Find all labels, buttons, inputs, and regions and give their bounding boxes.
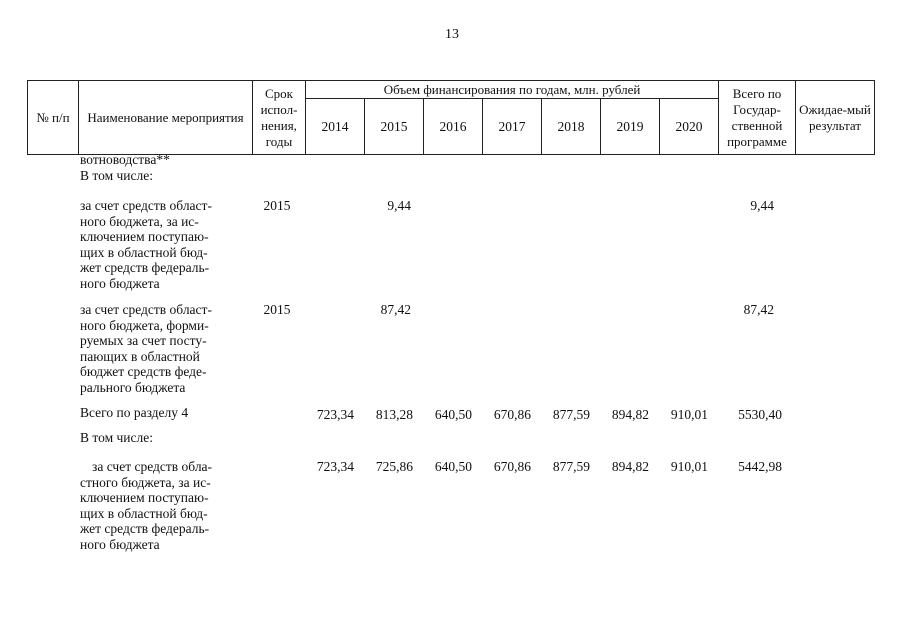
value-2014: 723,34	[316, 459, 354, 474]
value-2015: 813,28	[375, 407, 413, 422]
value-2018: 877,59	[552, 407, 590, 422]
value-total: 9,44	[750, 198, 774, 213]
row-subheading: В том числе:	[80, 430, 153, 445]
header-year: 2015	[365, 99, 424, 155]
value-2018: 877,59	[552, 459, 590, 474]
row-name-section-total: Всего по разделу 4	[80, 405, 189, 420]
row-name: за счет средств обла-	[92, 459, 213, 474]
value-total: 87,42	[743, 302, 774, 317]
page-number: 13	[445, 27, 459, 42]
value-total: 5530,40	[738, 407, 782, 422]
value-2020: 910,01	[670, 407, 708, 422]
value-2015: 9,44	[387, 198, 411, 213]
value-2020: 910,01	[670, 459, 708, 474]
header-result: Ожидае-мый результат	[796, 81, 875, 155]
value-2019: 894,82	[611, 407, 649, 422]
row-name: стного бюджета, за ис- ключением поступаю- щих в областной бюд- жет средств федераль- ного бюджета	[80, 474, 211, 552]
value-2019: 894,82	[611, 459, 649, 474]
row-term: 2015	[263, 302, 291, 317]
table-header	[27, 80, 875, 155]
header-year: 2014	[306, 99, 365, 155]
header-year: 2016	[424, 99, 483, 155]
header-financing: Объем финансирования по годам, млн. рублей	[306, 81, 719, 99]
value-total: 5442,98	[738, 459, 782, 474]
value-2016: 640,50	[434, 459, 472, 474]
value-2016: 640,50	[434, 407, 472, 422]
header-year: 2020	[660, 99, 719, 155]
value-2015: 725,86	[375, 459, 413, 474]
value-2017: 670,86	[493, 459, 531, 474]
header-total: Всего по Государ-ственной программе	[719, 81, 796, 155]
row-name-continued: вотноводства**	[80, 152, 170, 167]
row-term: 2015	[263, 198, 291, 213]
header-term: Срок испол-нения, годы	[253, 81, 306, 155]
value-2014: 723,34	[316, 407, 354, 422]
header-num: № п/п	[28, 81, 79, 155]
row-subheading: В том числе:	[80, 168, 153, 183]
header-year: 2017	[483, 99, 542, 155]
header-year: 2018	[542, 99, 601, 155]
header-name: Наименование мероприятия	[79, 81, 253, 155]
row-name: за счет средств област- ного бюджета, форми- руемых за счет посту- пающих в областной бюджет средств феде- рального бюджета	[80, 302, 212, 395]
value-2017: 670,86	[493, 407, 531, 422]
header-year: 2019	[601, 99, 660, 155]
value-2015: 87,42	[380, 302, 411, 317]
row-name: за счет средств област- ного бюджета, за ис- ключением поступаю- щих в областной бюд- жет средств федераль- ного бюджета	[80, 198, 212, 291]
